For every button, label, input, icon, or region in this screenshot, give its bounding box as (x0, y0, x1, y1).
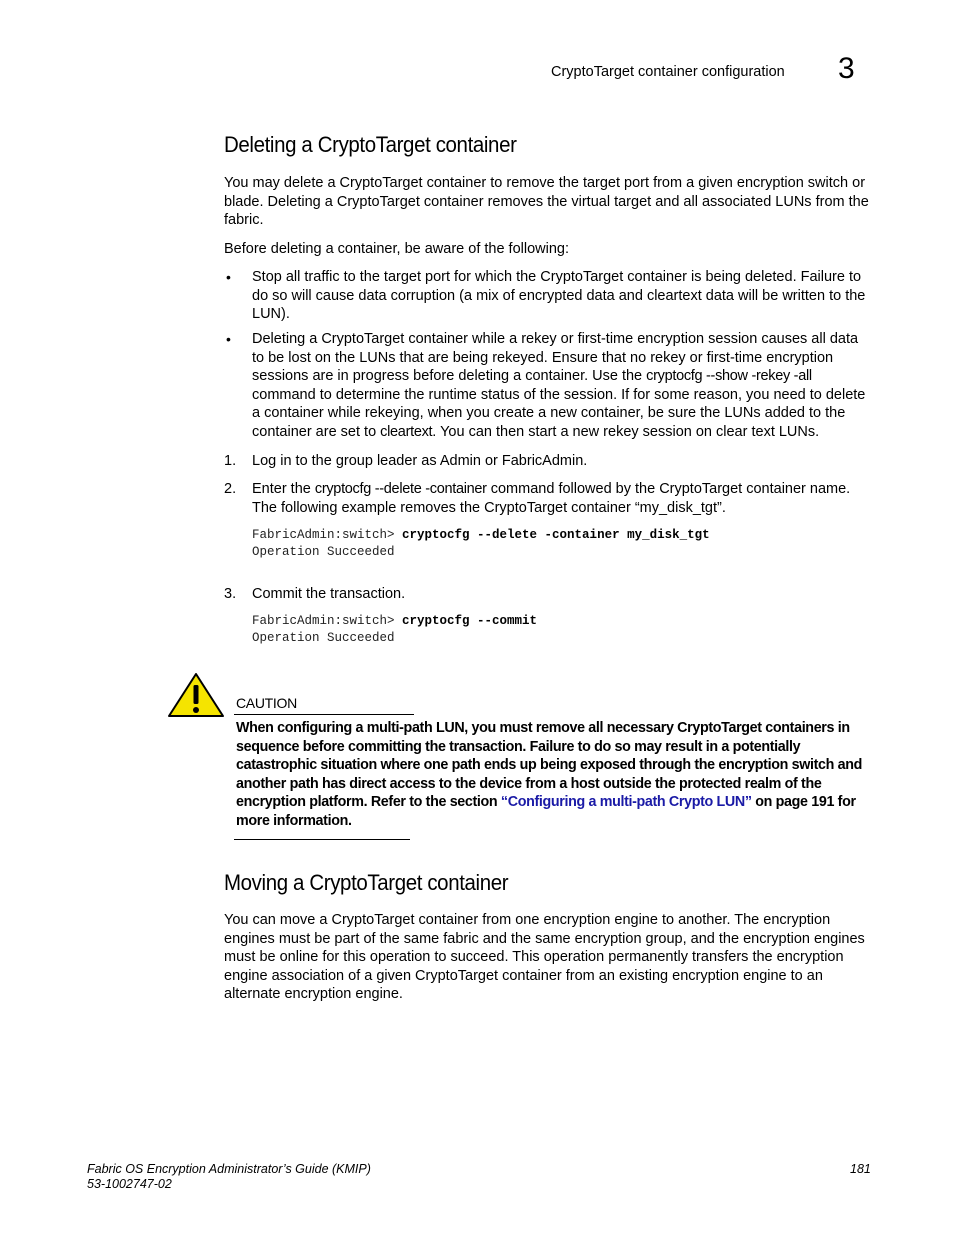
code-prompt: FabricAdmin:switch> (252, 614, 403, 628)
step2-text-b: command followed by the CryptoTarget container name. The following example removes the CryptoTarget container “my_disk_tgt”. (252, 481, 851, 516)
step-number-3: 3. (224, 586, 237, 602)
command-delete-container: cryptocfg --delete -container (314, 481, 487, 497)
before-paragraph: Before deleting a container, be aware of the following: (224, 241, 570, 257)
multipath-lun-link[interactable]: “Configuring a multi-path Crypto LUN” (500, 794, 752, 811)
caution-text-b: on page 191 for more information. (236, 794, 856, 829)
footer-doc-number: 53-1002747-02 (87, 1177, 172, 1191)
step-number-1: 1. (224, 453, 237, 469)
section-heading-delete: Deleting a CryptoTarget container (224, 132, 517, 157)
step2-text-a: Enter the (252, 481, 315, 497)
bullet-item-2 (252, 330, 874, 442)
bullet2-text-b: command to determine the runtime status of the session. If for some reason, you need to delete a container while rekeying, when you create a new container, be sure the LUNs added to the container are set to (252, 386, 866, 440)
code-command: cryptocfg --delete -container my_disk_tgt (402, 528, 710, 542)
step-text-1: Log in to the group leader as Admin or FabricAdmin. (252, 453, 588, 469)
caution-divider-top (234, 714, 414, 715)
running-header: CryptoTarget container configuration (551, 64, 785, 80)
step-text-3: Commit the transaction. (252, 586, 406, 602)
code-block-commit (252, 613, 537, 646)
caution-label: CAUTION (236, 695, 297, 711)
bullet2-text-c: . You can then start a new rekey session on clear text LUNs. (432, 423, 820, 440)
code-result: Operation Succeeded (252, 544, 395, 559)
bullet-icon: • (226, 269, 231, 285)
bullet2-text-a: Deleting a CryptoTarget container while a rekey or first-time encryption session causes all data to be lost on the LUNs that are being rekeyed. Ensure that no rekey or first-time encryption sessions are in progress before deleting a container. Use the (252, 331, 859, 385)
code-prompt: FabricAdmin:switch> (252, 528, 403, 542)
page-number: 181 (850, 1162, 871, 1176)
intro-paragraph: You may delete a CryptoTarget container to remove the target port from a given encryption switch or blade. Deleting a CryptoTarget container removes the virtual target and all associated LUNs from the fabric. (224, 175, 869, 229)
move-paragraph: You can move a CryptoTarget container from one encryption engine to another. The encryption engines must be part of the same fabric and the same encryption group, and the encryption engines must be online for this operation to succeed. This operation permanently transfers the encryption engine association of a given CryptoTarget container from an existing encryption engine to an alternate encryption engine. (224, 912, 865, 1003)
code-command: cryptocfg --commit (402, 614, 538, 628)
caution-divider-bottom (234, 839, 410, 840)
section-heading-move: Moving a CryptoTarget container (224, 870, 509, 895)
warning-triangle-icon (167, 672, 225, 718)
step-text-2 (252, 480, 874, 517)
bullet-icon: • (226, 331, 231, 347)
step-number-2: 2. (224, 481, 237, 497)
code-block-delete (252, 527, 710, 560)
chapter-number: 3 (838, 52, 855, 85)
caution-text-a: When configuring a multi-path LUN, you must remove all necessary CryptoTarget containers in sequence before committing the transaction. Failure to do so may result in a potentially catastrophic situation where one path ends up being exposed through the encryption switch and another path has direct access to the device from a host outside the protected realm of the encryption platform. Refer to the section (236, 720, 862, 811)
footer-doc-title: Fabric OS Encryption Administrator’s Guide (KMIP) (87, 1162, 371, 1176)
caution-text (236, 719, 876, 831)
code-result: Operation Succeeded (252, 630, 395, 645)
command-show-rekey: cryptocfg --show -rekey -all (646, 368, 812, 385)
bullet-item-1: Stop all traffic to the target port for which the CryptoTarget container is being deleted. Failure to do so will cause data corruption (a mix of encrypted data and cleartext data will be written to the LUN). (252, 269, 866, 323)
cleartext-keyword: cleartext (380, 423, 433, 440)
